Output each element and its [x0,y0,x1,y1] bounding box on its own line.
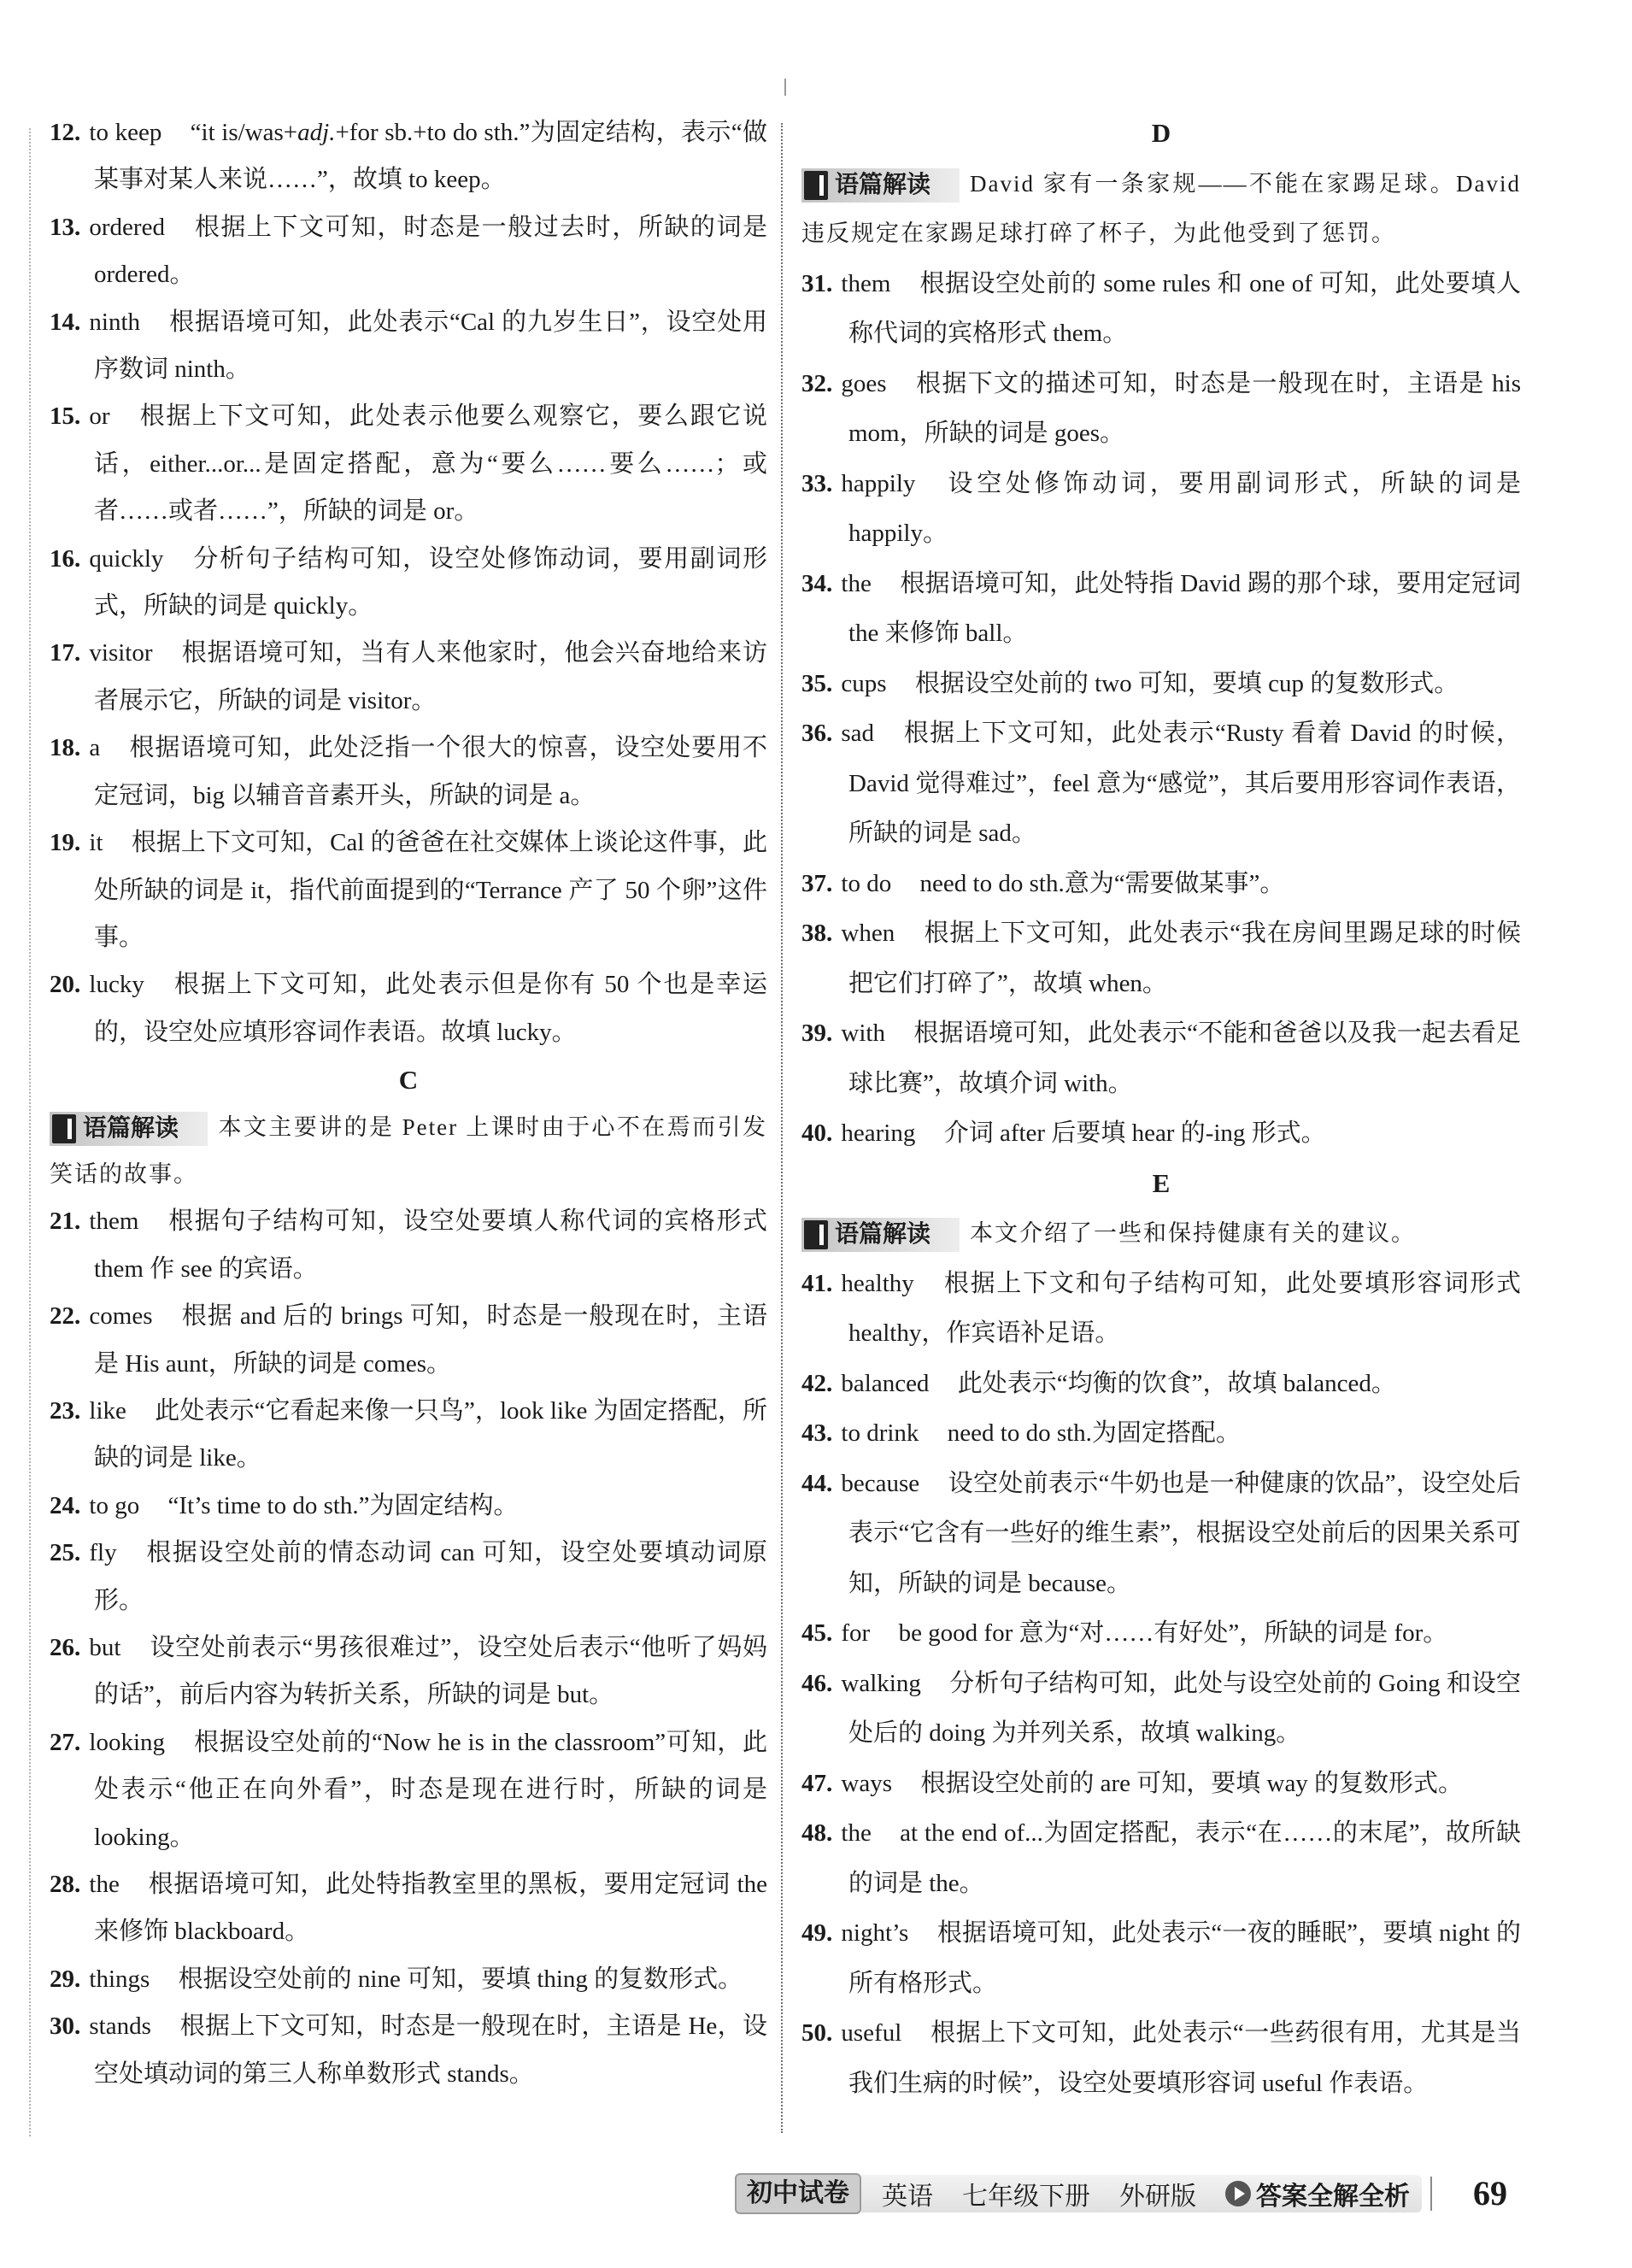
answer-word: because [841,1469,920,1497]
answer-word: them [89,1207,139,1236]
item-number: 15. [50,402,81,431]
section-letter-e: E [1152,1167,1171,1198]
answer-item-21 [50,1198,767,1293]
answer-word: happily [841,469,916,497]
item-number: 18. [50,734,81,762]
answer-item-12 [50,109,767,204]
explanation-segment: +for sb.+to do sth.”为固定结构，表示“做某事对某人来说……”，故填 to keep。 [94,119,767,194]
explanation-text: 根据设空处前的 some rules 和 one of 可知，此处要填人称代词的宾格形式 them。 [848,269,1521,347]
item-number: 44. [801,1469,833,1497]
explanation-text: 根据上下文和句子结构可知，此处要填形容词形式 healthy，作宾语补足语。 [848,1269,1521,1347]
item-number: 17. [50,639,81,667]
summary-label-text: 语篇解读 [835,171,931,198]
item-number: 21. [50,1207,81,1236]
left-edge-dotted-line [29,128,31,2136]
answer-item-26 [50,1625,767,1719]
item-number: 29. [50,1965,81,1993]
answer-word: or [89,402,110,431]
explanation-text: 根据下文的描述可知，时态是一般现在时，主语是 his mom，所缺的词是 goes。 [848,369,1521,447]
item-number: 24. [50,1491,81,1519]
summary-paragraph-c [50,1104,767,1199]
answer-item-50 [801,2008,1521,2108]
play-circle-icon [1225,2181,1251,2206]
explanation-segment: “it is/was+ [190,119,298,146]
answer-word: hearing [841,1119,916,1147]
page-number: 69 [1473,2174,1507,2212]
section-letter-c: C [398,1065,419,1096]
answer-word: stands [89,2012,151,2041]
explanation-text: 根据上下文可知，此处表示“Rusty 看着 David 的时候，David 觉得难过”，feel 意为“感觉”，其后要用形容词作表语，所缺的词是 sad。 [848,720,1521,847]
answer-word: comes [89,1302,153,1331]
series-badge: 初中试卷 [735,2173,861,2214]
explanation-text: 根据语境可知，此处泛指一个很大的惊喜，设空处要用不定冠词，big 以辅音音素开头，所缺的词是 a。 [94,734,767,809]
book-icon [804,171,828,200]
answer-item-45 [801,1608,1521,1659]
item-number: 32. [801,369,833,397]
explanation-text: 根据句子结构可知，设空处要填人称代词的宾格形式 them 作 see 的宾语。 [94,1207,767,1283]
answer-word: a [89,734,101,762]
explanation-text: 根据 and 后的 brings 可知，时态是一般现在时，主语是 His aunt，所缺的词是 comes。 [94,1302,767,1378]
explanation-text: 根据设空处前的 nine 可知，要填 thing 的复数形式。 [178,1965,743,1993]
answer-item-27 [50,1719,767,1861]
answer-item-43 [801,1408,1521,1459]
answer-item-14 [50,299,767,394]
item-number: 23. [50,1396,81,1425]
answer-word: night’s [841,1919,909,1947]
answer-word: to go [89,1491,140,1519]
answer-item-19 [50,820,767,961]
item-number: 45. [801,1619,833,1647]
explanation-text: need to do sth.意为“需要做某事”。 [919,869,1285,897]
answer-word: to do [841,869,892,897]
explanation-text: 根据语境可知，此处表示“一夜的睡眠”，要填 night 的所有格形式。 [848,1919,1521,1997]
answer-item-38 [801,908,1521,1008]
summary-text: 本文主要讲的是 Peter 上课时由于心不在焉而引发笑话的故事。 [50,1113,767,1187]
explanation-text: 根据上下文可知，此处表示但是你有 50 个也是幸运的，设空处应填形容词作表语。故填 lucky。 [94,971,767,1046]
explanation-text: 分析句子结构可知，此处与设空处前的 Going 和设空处后的 doing 为并列关系，故填 walking。 [848,1669,1521,1747]
answer-item-36 [801,708,1521,859]
answer-item-18 [50,725,767,820]
answer-word: the [841,569,872,597]
answer-word: things [89,1965,150,1993]
column-divider [781,123,783,2133]
right-column [801,109,1521,2108]
item-number: 38. [801,920,833,947]
grade-label: 七年级下册 [962,2183,1090,2211]
item-number: 14. [50,308,81,336]
explanation-text: 根据上下文可知，Cal 的爸爸在社交媒体上谈论这件事，此处所缺的词是 it，指代前面提到的“Terrance 产了 50 个卵”这件事。 [94,829,767,951]
answer-word: balanced [841,1369,930,1397]
answer-word: them [841,269,891,297]
item-number: 41. [801,1269,833,1297]
answer-item-17 [50,630,767,725]
item-number: 13. [50,213,81,241]
answer-word: to drink [841,1419,919,1447]
answer-item-44 [801,1459,1521,1609]
footer-strip [861,2175,1422,2212]
item-number: 39. [801,1019,833,1047]
explanation-text: 介词 after 后要填 hear 的-ing 形式。 [943,1119,1326,1147]
answer-word: sad [841,720,875,747]
summary-paragraph-d [801,159,1521,259]
explanation-text: 根据语境可知，此处特指 David 踢的那个球，要用定冠词 the 来修饰 ball。 [848,569,1521,647]
answer-word: it [89,829,103,857]
explanation-text: 设空处前表示“男孩很难过”，设空处后表示“他听了妈妈的话”，前后内容为转折关系，所缺的词是 but。 [94,1634,767,1709]
answer-item-22 [50,1293,767,1388]
item-number: 35. [801,669,833,697]
explanation-text: 根据上下文可知，时态是一般过去时，所缺的词是 ordered。 [94,213,767,289]
item-number: 50. [801,2019,833,2047]
answer-word: useful [841,2019,902,2047]
summary-paragraph-e [801,1208,1521,1259]
summary-text: David 家有一条家规——不能在家踢足球。David 违反规定在家踢足球打碎了杯子，为此他受到了惩罚。 [801,170,1521,246]
item-number: 22. [50,1302,81,1331]
answer-item-16 [50,536,767,631]
answer-item-35 [801,659,1521,709]
explanation-text: 此处表示“均衡的饮食”，故填 balanced。 [957,1369,1396,1397]
item-number: 28. [50,1871,81,1899]
left-column [50,109,767,2098]
answer-word: ninth [89,308,141,336]
item-number: 30. [50,2012,81,2041]
summary-label [801,168,960,203]
answer-item-49 [801,1908,1521,2008]
item-number: 25. [50,1539,81,1567]
answer-word: the [841,1819,872,1847]
summary-label-text: 语篇解读 [835,1221,931,1249]
answer-word: the [89,1871,120,1899]
answer-word: for [841,1619,871,1647]
explanation-text: “It’s time to do sth.”为固定结构。 [167,1491,519,1519]
summary-label [801,1218,960,1252]
explanation-text: 根据上下文可知，时态是一般现在时，主语是 He，设空处填动词的第三人称单数形式 stands。 [94,2012,767,2088]
item-number: 42. [801,1369,833,1397]
answer-item-33 [801,459,1521,559]
item-number: 20. [50,971,81,999]
italic-segment: adj. [297,119,336,146]
answer-word: to keep [89,119,162,146]
explanation-text: 根据设空处前的“Now he is in the classroom”可知，此处表示“他正在向外看”，时态是现在进行时，所缺的词是 looking。 [94,1728,767,1851]
item-number: 47. [801,1769,833,1797]
explanation-text: 此处表示“它看起来像一只鸟”，look like 为固定搭配，所缺的词是 like。 [94,1396,767,1472]
summary-label [50,1112,208,1146]
answer-word: when [841,920,895,947]
answer-item-23 [50,1388,767,1483]
item-number: 31. [801,269,833,297]
item-number: 26. [50,1634,81,1661]
item-number: 43. [801,1419,833,1447]
answer-item-29 [50,1956,767,2003]
explanation-text: 根据上下文可知，此处表示“一些药很有用，尤其是当我们生病的时候”，设空处要填形容词 useful 作表语。 [848,2019,1521,2097]
top-center-tick [784,79,786,96]
explanation-text [94,119,767,193]
explanation-text: 设空处修饰动词，要用副词形式，所缺的词是 happily。 [848,469,1521,547]
explanation-text: 根据上下文可知，此处表示“我在房间里踢足球的时候把它们打碎了”，故填 when。 [848,920,1521,997]
answer-item-40 [801,1108,1521,1159]
answer-word: visitor [89,639,153,667]
summary-text: 本文介绍了一些和保持健康有关的建议。 [970,1220,1417,1246]
item-number: 49. [801,1919,833,1947]
explanation-text: 根据设空处前的 are 可知，要填 way 的复数形式。 [920,1769,1464,1797]
explanation-text: be good for 意为“对……有好处”，所缺的词是 for。 [898,1619,1448,1647]
explanation-text: 根据语境可知，此处表示“Cal 的九岁生日”，设空处用序数词 ninth。 [94,308,767,384]
explanation-text: 设空处前表示“牛奶也是一种健康的饮品”，设空处后表示“它含有一些好的维生素”，根据设空处前后的因果关系可知，所缺的词是 because。 [848,1469,1521,1597]
answer-item-15 [50,393,767,535]
answer-word: with [841,1019,885,1047]
answer-item-24 [50,1483,767,1530]
subject-label: 英语 [882,2183,933,2211]
answer-word: healthy [841,1269,914,1297]
item-number: 48. [801,1819,833,1847]
explanation-text: 根据设空处前的 two 可知，要填 cup 的复数形式。 [914,669,1459,697]
answer-word: looking [89,1728,166,1756]
answer-word: ordered [89,213,165,241]
item-number: 27. [50,1728,81,1756]
answer-word: walking [841,1669,921,1697]
item-number: 40. [801,1119,833,1147]
answer-item-20 [50,961,767,1056]
explanation-text: 分析句子结构可知，设空处修饰动词，要用副词形式，所缺的词是 quickly。 [94,544,767,620]
summary-label-text: 语篇解读 [83,1114,179,1142]
answer-word: cups [841,669,887,697]
answer-item-30 [50,2003,767,2098]
answer-word: quickly [89,544,164,573]
explanation-text: 根据上下文可知，此处表示他要么观察它，要么跟它说话，either...or...是固定搭配，意为“要么……要么……；或者……或者……”，所缺的词是 or。 [94,402,767,526]
footer-title: 答案全解全析 [1256,2183,1410,2211]
answer-item-25 [50,1530,767,1625]
answer-item-39 [801,1008,1521,1108]
section-letter-d: D [1151,118,1171,148]
explanation-text: 根据设空处前的情态动词 can 可知，设空处要填动词原形。 [94,1539,767,1614]
item-number: 33. [801,469,833,497]
explanation-text: 根据语境可知，此处表示“不能和爸爸以及我一起去看足球比赛”，故填介词 with。 [848,1019,1521,1097]
answer-word: goes [841,369,887,397]
page-footer [735,2172,1432,2215]
answer-item-41 [801,1259,1521,1359]
answer-item-47 [801,1759,1521,1809]
item-number: 46. [801,1669,833,1697]
item-number: 12. [50,119,81,146]
edition-label: 外研版 [1119,2183,1196,2211]
item-number: 16. [50,544,81,573]
answer-item-13 [50,204,767,299]
answer-item-34 [801,559,1521,659]
answer-word: ways [841,1769,892,1797]
item-number: 19. [50,829,81,857]
explanation-text: need to do sth.为固定搭配。 [947,1419,1241,1447]
item-number: 34. [801,569,833,597]
answer-word: but [89,1634,121,1661]
answer-item-46 [801,1659,1521,1759]
answer-item-32 [801,359,1521,459]
answer-word: like [89,1396,126,1425]
explanation-text: 根据语境可知，此处特指教室里的黑板，要用定冠词 the 来修饰 blackboard。 [94,1871,767,1946]
item-number: 37. [801,869,833,897]
book-icon [52,1114,76,1143]
item-number: 36. [801,720,833,747]
answer-word: lucky [89,971,144,999]
answer-item-48 [801,1808,1521,1908]
answer-item-42 [801,1359,1521,1409]
explanation-text: 根据语境可知，当有人来他家时，他会兴奋地给来访者展示它，所缺的词是 visitor。 [94,639,767,714]
book-icon [804,1220,828,1249]
answer-item-31 [801,259,1521,359]
answer-item-37 [801,859,1521,909]
answer-item-28 [50,1861,767,1956]
answer-word: fly [89,1539,117,1567]
explanation-text: at the end of...为固定搭配，表示“在……的末尾”，故所缺的词是 the。 [848,1819,1521,1897]
footer-separator [1430,2177,1432,2211]
